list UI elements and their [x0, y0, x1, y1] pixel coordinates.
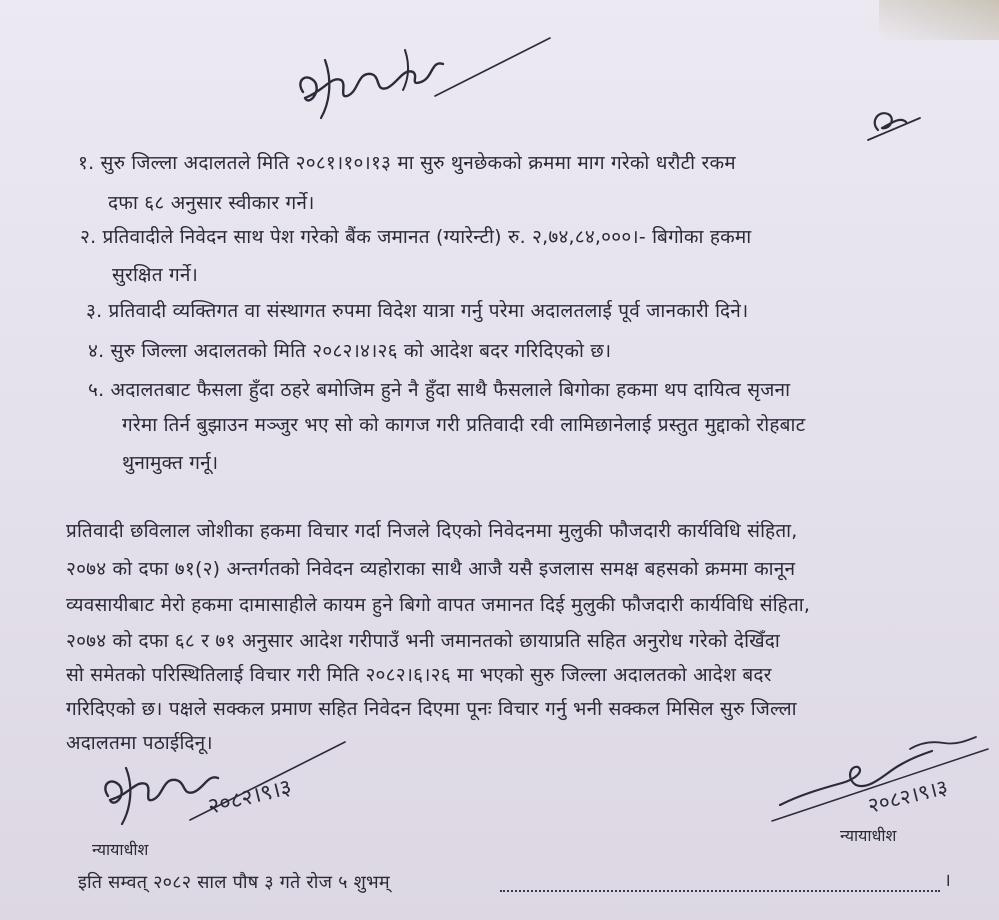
paragraph-line-5: सो समेतको परिस्थितिलाई विचार गरी मिति २०८२।६।२६ मा भएको सुरु जिल्ला अदालतको आदेश बदर [66, 664, 772, 686]
order-line-3: ३. प्रतिवादी व्यक्तिगत वा संस्थागत रुपमा विदेश यात्रा गर्नु परेमा अदालतलाई पूर्व जानकारी दिने। [86, 300, 749, 322]
left-judge-signature [90, 738, 390, 838]
paragraph-line-2: २०७४ को दफा ७१(२) अन्तर्गतको निवेदन व्यहोराका साथै आजै यसै इजलास समक्ष बहसको क्रममा कानून [66, 558, 796, 580]
initials-mark [860, 100, 930, 150]
paragraph-line-1: प्रतिवादी छविलाल जोशीका हकमा विचार गर्दा निजले दिएको निवेदनमा मुलुकी फौजदारी कार्यविधि संहिता, [66, 520, 798, 542]
paragraph-line-4: २०७४ को दफा ६८ र ७१ अनुसार आदेश गरीपाउँ भनी जमानतको छायाप्रति सहित अनुरोध गरेको देखिँदा [66, 630, 781, 652]
left-judge-title: न्यायाधीश [92, 840, 149, 859]
footer-line: इति सम्वत् २०८२ साल पौष ३ गते रोज ५ शुभम् [78, 872, 390, 893]
paragraph-line-3: व्यवसायीबाट मेरो हकमा दामासाहीले कायम हुने बिगो वापत जमानत दिई मुलुकी फौजदारी कार्यविधि संहिता, [66, 594, 811, 616]
top-signature [285, 20, 565, 130]
order-line-4: ४. सुरु जिल्ला अदालतको मिति २०८२।४।२६ को आदेश बदर गरिदिएको छ। [88, 340, 612, 362]
footer-end-mark: । [944, 870, 952, 891]
order-line-1: १. सुरु जिल्ला अदालतले मिति २०८१।१०।१३ मा सुरु थुनछेकको क्रममा माग गरेको धरौटी रकम [78, 152, 736, 174]
paragraph-line-7: अदालतमा पठाईदिनू। [66, 732, 213, 754]
order-line-1-cont: दफा ६८ अनुसार स्वीकार गर्ने। [108, 192, 315, 214]
paragraph-line-6: गरिदिएको छ। पक्षले सक्कल प्रमाण सहित निवेदन दिएमा पूनः विचार गर्नु भनी सक्कल मिसिल सुरु जिल्ला [66, 698, 797, 720]
order-line-5: ५. अदालतबाट फैसला हुँदा ठहरे बमोजिम हुने नै हुँदा साथै फैसलाले बिगोका हकमा थप दायित्व सृजना [88, 379, 791, 401]
footer-dotted-rule [500, 890, 940, 892]
order-line-2: २. प्रतिवादीले निवेदन साथ पेश गरेको बैंक जमानत (ग्यारेन्टी) रु. २,७४,८४,०००।- बिगोका हकमा [80, 226, 752, 248]
left-signature-date: २०८२।९।३ [205, 774, 295, 820]
right-signature-date: २०८२।९।३ [865, 774, 951, 818]
page-shadow [879, 0, 999, 40]
order-line-5-cont-2: थुनामुक्त गर्नू। [122, 452, 219, 474]
right-judge-title: न्यायाधीश [840, 826, 897, 845]
order-line-2-cont: सुरक्षित गर्ने। [112, 264, 199, 286]
order-line-5-cont: गरेमा तिर्न बुझाउन मञ्जुर भए सो को कागज गरी प्रतिवादी रवी लामिछानेलाई प्रस्तुत मुद्दाको रोहबाट [122, 414, 806, 436]
right-judge-signature [760, 735, 995, 830]
